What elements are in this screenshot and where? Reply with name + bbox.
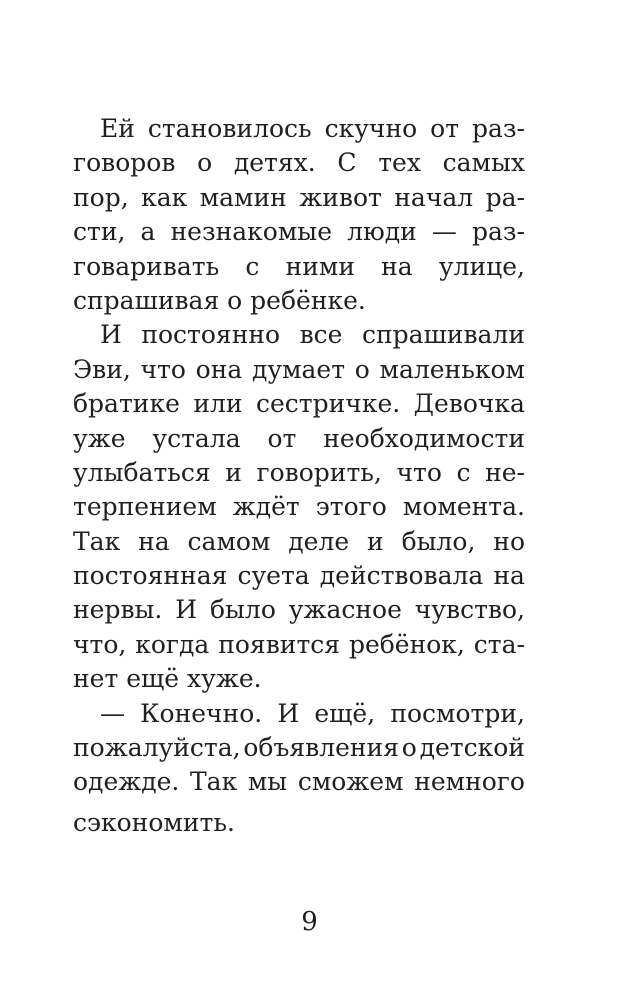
text-line xyxy=(73,146,525,180)
word: что xyxy=(140,354,186,384)
word: живот xyxy=(299,182,382,212)
word: Девочка xyxy=(413,389,525,419)
word: ждёт xyxy=(232,492,300,522)
word: Ей xyxy=(100,114,135,143)
word: начал xyxy=(394,182,474,212)
word: этого xyxy=(315,492,387,522)
word: чувство, xyxy=(414,595,525,625)
word: появится xyxy=(218,629,341,659)
word: улице, xyxy=(438,251,525,281)
text-line xyxy=(73,181,525,215)
word: раз- xyxy=(472,114,525,143)
word: ужасное xyxy=(288,595,402,625)
word: от xyxy=(267,423,297,453)
word: — xyxy=(431,217,457,247)
word: о xyxy=(354,354,370,384)
word: как xyxy=(141,182,188,212)
word: она xyxy=(195,354,243,384)
word: суета xyxy=(237,561,310,591)
paragraph xyxy=(73,697,525,841)
word: братике xyxy=(73,389,180,419)
word: — xyxy=(100,698,125,728)
text-line xyxy=(73,559,525,593)
text-line xyxy=(73,490,525,524)
word: немного xyxy=(414,767,525,797)
word: скучно xyxy=(324,114,418,143)
word: ними xyxy=(285,251,355,281)
word: детях. xyxy=(233,148,316,178)
word: или xyxy=(193,389,243,419)
text-line xyxy=(73,284,525,318)
word: Конечно. xyxy=(140,698,263,728)
word: устала xyxy=(152,423,241,453)
word: говорить, xyxy=(256,457,382,487)
word: о xyxy=(401,733,417,763)
text-line xyxy=(73,765,525,799)
word: детской xyxy=(419,733,525,763)
word: ра- xyxy=(485,182,525,212)
word: все xyxy=(299,320,343,350)
text-line xyxy=(73,422,525,456)
word: мамин xyxy=(199,182,287,212)
paragraph xyxy=(73,318,525,696)
word: становилось xyxy=(147,114,312,143)
word: С xyxy=(337,148,357,178)
text-line xyxy=(73,697,525,731)
word: и xyxy=(225,457,242,487)
word: сестричке. xyxy=(256,389,401,419)
word: говаривать xyxy=(73,251,220,281)
word: одежде. xyxy=(73,767,180,797)
text-line xyxy=(73,525,525,559)
text-line xyxy=(73,250,525,284)
word: пожалуйста, xyxy=(73,733,241,763)
word: Так xyxy=(190,767,238,797)
word: а xyxy=(140,217,156,247)
word: на xyxy=(493,561,525,591)
word: думает xyxy=(251,354,346,384)
text-line xyxy=(73,456,525,490)
word: сти, xyxy=(73,217,126,247)
word: самом xyxy=(187,526,271,556)
word: ещё, xyxy=(314,698,376,728)
word: Так xyxy=(73,526,121,556)
word: когда xyxy=(135,629,210,659)
word: тех xyxy=(378,148,421,178)
page-number: 9 xyxy=(301,907,318,937)
word: посмотри, xyxy=(390,698,525,728)
word: было xyxy=(209,595,276,625)
text-line xyxy=(73,387,525,421)
word: с xyxy=(245,251,260,281)
word: на xyxy=(138,526,170,556)
word: момента. xyxy=(402,492,525,522)
word: улыбаться xyxy=(73,457,211,487)
word: раз- xyxy=(471,217,525,247)
word: И xyxy=(175,595,198,625)
word: о xyxy=(197,148,213,178)
word: но xyxy=(493,526,525,556)
word: было, xyxy=(401,526,476,556)
word: спрашивали xyxy=(361,320,525,350)
word: что, xyxy=(73,629,127,659)
word: спрашивая о ребёнке. xyxy=(73,285,366,315)
page-body-text xyxy=(73,112,525,840)
text-line xyxy=(73,731,525,765)
word: Эви, xyxy=(73,354,131,384)
word: пор, xyxy=(73,182,129,212)
word: мы xyxy=(247,767,288,797)
word: уже xyxy=(73,423,126,453)
word: терпением xyxy=(73,492,217,522)
text-line xyxy=(73,318,525,352)
word: И xyxy=(100,320,122,350)
word: не- xyxy=(485,457,525,487)
word: нет ещё хуже. xyxy=(73,664,262,694)
word: с xyxy=(456,457,471,487)
text-line xyxy=(73,662,525,696)
word: ребёнок, xyxy=(348,629,465,659)
word: что xyxy=(396,457,442,487)
word: сэкономить. xyxy=(73,807,235,837)
word: ста- xyxy=(473,629,525,659)
word: и xyxy=(367,526,384,556)
word: нервы. xyxy=(73,595,163,625)
text-line xyxy=(73,215,525,249)
word: деле xyxy=(288,526,350,556)
word: маленьком xyxy=(379,354,525,384)
text-line xyxy=(73,112,525,146)
word: объявления xyxy=(243,733,399,763)
word: сможем xyxy=(297,767,404,797)
word: постоянно xyxy=(141,320,281,350)
paragraph xyxy=(73,112,525,318)
word: люди xyxy=(347,217,417,247)
word: необходимости xyxy=(323,423,525,453)
word: И xyxy=(277,698,300,728)
text-line xyxy=(73,628,525,662)
word: постоянная xyxy=(73,561,228,591)
text-line xyxy=(73,353,525,387)
word: от xyxy=(430,114,460,143)
word: незнакомые xyxy=(170,217,332,247)
text-line xyxy=(73,593,525,627)
word: говоров xyxy=(73,148,176,178)
word: на xyxy=(381,251,413,281)
text-line xyxy=(73,806,525,840)
word: действовала xyxy=(319,561,484,591)
word: самых xyxy=(442,148,525,178)
